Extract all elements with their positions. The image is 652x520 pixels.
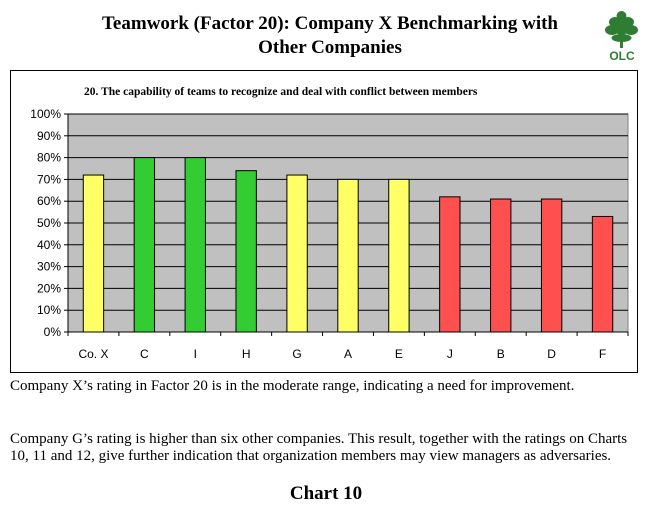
logo-text: OLC	[609, 49, 635, 63]
x-tick-label: B	[496, 347, 505, 361]
bar	[236, 171, 256, 332]
x-tick-label: H	[241, 347, 251, 361]
paragraph-1: Company X’s rating in Factor 20 is in the moderate range, indicating a need for improvement.	[10, 378, 575, 394]
bar-chart	[11, 71, 639, 374]
bar	[287, 175, 307, 332]
x-tick-label: J	[446, 347, 453, 361]
x-tick-label: E	[394, 347, 403, 361]
chart-frame	[10, 70, 638, 373]
bar	[185, 158, 205, 332]
y-tick-label: 40%	[36, 237, 61, 252]
x-tick-label: D	[547, 347, 556, 361]
bar	[491, 199, 511, 332]
x-tick-label: F	[598, 347, 607, 361]
y-tick-label: 90%	[36, 128, 61, 143]
x-tick-label: I	[193, 347, 197, 361]
y-tick-label: 70%	[36, 172, 61, 187]
y-tick-label: 50%	[36, 216, 61, 230]
y-tick-label: 30%	[36, 259, 61, 274]
chart-caption: Chart 10	[289, 483, 363, 504]
title-line-2: Other Companies	[258, 37, 402, 58]
bar	[389, 179, 409, 332]
bar	[134, 158, 154, 332]
x-tick-label: A	[343, 347, 353, 361]
y-tick-label: 80%	[36, 150, 61, 165]
bar	[440, 197, 460, 332]
bar	[541, 199, 561, 332]
x-tick-label: C	[140, 347, 149, 361]
y-tick-label: 100%	[30, 107, 61, 121]
y-tick-label: 0%	[43, 325, 61, 339]
bar	[83, 175, 103, 332]
y-tick-label: 60%	[36, 194, 61, 209]
page-title	[40, 12, 620, 60]
olc-logo	[600, 8, 644, 64]
tree-icon	[605, 11, 638, 48]
x-tick-label: G	[292, 347, 302, 361]
bar	[338, 179, 358, 332]
y-tick-label: 10%	[36, 303, 61, 318]
chart-title: 20. The capability of teams to recognize and deal with conflict between members	[84, 86, 478, 98]
bar	[592, 216, 612, 332]
y-tick-label: 20%	[36, 281, 61, 296]
title-line-1: Teamwork (Factor 20): Company X Benchmarking with	[102, 13, 558, 34]
paragraph-2: Company G’s rating is higher than six other companies. This result, together with the ratings on Charts 10, 11 and 12, give further indication that organization members may view managers as adversaries.	[10, 431, 628, 464]
x-tick-label: Co. X	[78, 347, 109, 361]
